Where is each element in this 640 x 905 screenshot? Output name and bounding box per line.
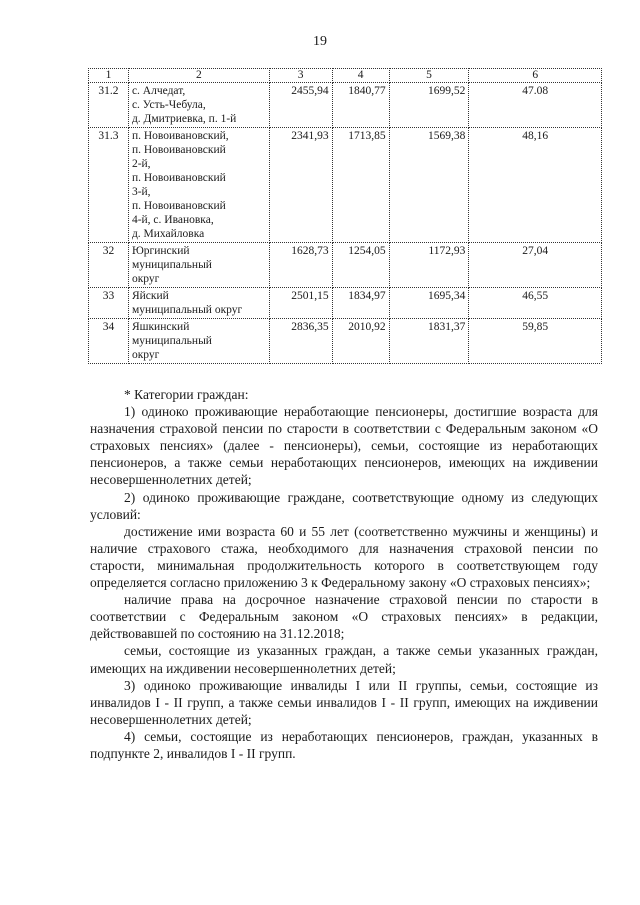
value-cell: 1831,37 — [389, 319, 469, 364]
column-header: 3 — [269, 69, 332, 83]
territory-name — [128, 128, 269, 243]
territory-line: с. Алчедат, — [131, 85, 186, 97]
territory-line: муниципальный — [131, 335, 212, 347]
value-cell: 2836,35 — [269, 319, 332, 364]
row-number: 33 — [89, 288, 129, 319]
table-row — [89, 319, 602, 364]
value-cell: 1840,77 — [332, 83, 389, 128]
territory-name — [128, 83, 269, 128]
territory-line: Юргинский — [131, 245, 190, 257]
territory-line: 4-й, с. Ивановка, — [131, 214, 214, 226]
tariff-table — [88, 68, 602, 364]
territory-line: с. Усть-Чебула, — [131, 99, 206, 111]
territory-line: п. Новоивановский — [131, 144, 226, 156]
territory-line: муниципальный округ — [131, 304, 243, 316]
column-header: 4 — [332, 69, 389, 83]
value-cell: 1695,34 — [389, 288, 469, 319]
territory-line: округ — [131, 273, 160, 285]
category-paragraph: 4) семьи, состоящие из неработающих пенсионеров, граждан, указанных в подпункте 2, инвалидов I - II групп. — [90, 728, 598, 761]
column-header: 6 — [469, 69, 602, 83]
value-cell: 2010,92 — [332, 319, 389, 364]
value-cell: 2455,94 — [269, 83, 332, 128]
column-header: 1 — [89, 69, 129, 83]
table-header — [89, 69, 602, 83]
row-number: 31.3 — [89, 128, 129, 243]
territory-line: 2-й, — [131, 158, 151, 170]
territory-line: д. Дмитриевка, п. 1-й — [131, 113, 237, 125]
page-number: 19 — [313, 34, 327, 49]
table-row — [89, 288, 602, 319]
territory-name — [128, 319, 269, 364]
category-paragraph: 2) одиноко проживающие граждане, соответствующие одному из следующих условий: — [90, 489, 598, 522]
table-row — [89, 243, 602, 288]
value-cell: 1172,93 — [389, 243, 469, 288]
territory-line: Яйский — [131, 290, 169, 302]
value-cell: 1713,85 — [332, 128, 389, 243]
categories-section — [90, 386, 598, 762]
row-number: 34 — [89, 319, 129, 364]
column-header: 2 — [128, 69, 269, 83]
value-cell: 2501,15 — [269, 288, 332, 319]
territory-line: муниципальный — [131, 259, 212, 271]
category-paragraph: наличие права на досрочное назначение страховой пенсии по старости в соответствии с Федеральным законом «О страховых пенсиях» в редакции, действовавшей по состоянию на 31.12.2018; — [90, 592, 598, 642]
territory-line: округ — [131, 349, 160, 361]
territory-line: п. Новоивановский — [131, 172, 226, 184]
category-paragraph: 1) одиноко проживающие неработающие пенсионеры, достигшие возраста для назначения страховой пенсии по старости в соответствии с Федеральным законом «О страховых пенсиях» (далее - пенсионеры), семьи, состоящие из неработающих пенсионеров, а также семьи неработающих пенсионеров, имеющих на иждивении несовершеннолетних детей; — [90, 404, 598, 488]
value-cell: 59,85 — [469, 319, 602, 364]
table-row — [89, 83, 602, 128]
territory-line: д. Михайловка — [131, 228, 205, 240]
row-number: 31.2 — [89, 83, 129, 128]
value-cell: 1699,52 — [389, 83, 469, 128]
territory-line: п. Новоивановский — [131, 200, 226, 212]
territory-line: 3-й, — [131, 186, 151, 198]
categories-title: * Категории граждан: — [124, 387, 249, 402]
value-cell: 1628,73 — [269, 243, 332, 288]
value-cell: 27,04 — [469, 243, 602, 288]
value-cell: 48,16 — [469, 128, 602, 243]
value-cell: 1569,38 — [389, 128, 469, 243]
value-cell: 46,55 — [469, 288, 602, 319]
table-row — [89, 128, 602, 243]
territory-name — [128, 288, 269, 319]
category-paragraph: 3) одиноко проживающие инвалиды I или II группы, семьи, состоящие из инвалидов I - II групп, а также семьи инвалидов I - II групп, имеющих на иждивении несовершеннолетних детей; — [90, 677, 598, 727]
row-number: 32 — [89, 243, 129, 288]
column-header: 5 — [389, 69, 469, 83]
category-paragraph: семьи, состоящие из указанных граждан, а также семьи указанных граждан, имеющих на иждивении несовершеннолетних детей; — [90, 643, 598, 676]
value-cell: 2341,93 — [269, 128, 332, 243]
territory-line: Яшкинский — [131, 321, 190, 333]
value-cell: 1254,05 — [332, 243, 389, 288]
territory-name — [128, 243, 269, 288]
territory-line: п. Новоивановский, — [131, 130, 229, 142]
value-cell: 47.08 — [469, 83, 602, 128]
value-cell: 1834,97 — [332, 288, 389, 319]
category-paragraph: достижение ими возраста 60 и 55 лет (соответственно мужчины и женщины) и наличие страхового стажа, необходимого для назначения страховой пенсии по старости, минимальная продолжительность которого в соответствующем году определяется согласно приложению 3 к Федеральному закону «О страховых пенсиях»; — [90, 523, 598, 591]
